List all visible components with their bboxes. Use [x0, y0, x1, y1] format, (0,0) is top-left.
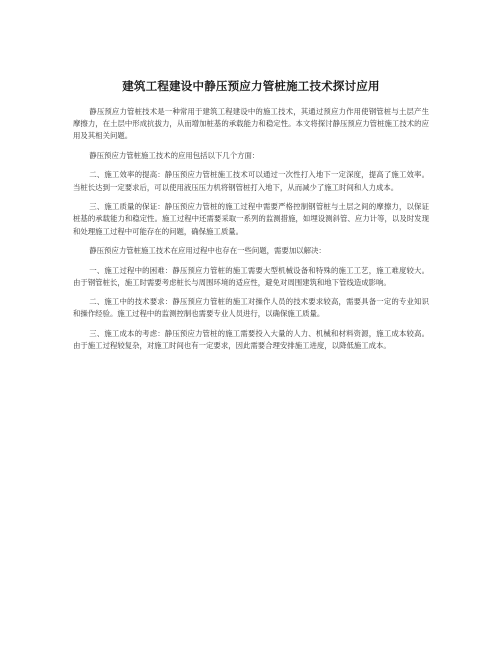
paragraph-problems-lead: 静压预应力管桩施工技术在应用过程中也存在一些问题，需要加以解决： [89, 246, 326, 256]
paragraph-cost: 三、施工成本的考虑：静压预应力管桩的施工需要投入大量的人力、机械和材料资源，施工成本较高。由于施工过程较复杂，对施工时间也有一定要求，因此需要合理安排施工进度，以降低施工成本。 [73, 328, 429, 351]
paragraph-technical: 二、施工中的技术要求：静压预应力管桩的施工对操作人员的技术要求较高，需要具备一定的专业知识和操作经验。施工过程中的监测控制也需要专业人员进行，以确保施工质量。 [73, 297, 429, 319]
document-body [73, 106, 429, 360]
document-title: 建筑工程建设中静压预应力管桩施工技术探讨应用 [122, 79, 380, 93]
paragraph-difficulty: 一、施工过程中的困难：静压预应力管桩的施工需要大型机械设备和特殊的施工工艺，施工难度较大。由于钢管桩长，施工时需要考虑桩长与周围环境的适应性，避免对周围建筑和地下管线造成影响。 [73, 265, 429, 287]
paragraph-intro: 静压预应力管桩技术是一种常用于建筑工程建设中的施工技术，其通过预应力作用使钢管桩与土层产生摩擦力，在土层中形成抗拔力，从而增加桩基的承载能力和稳定性。本文将探讨静压预应力管桩施工技术的应用及其相关问题。 [73, 107, 429, 141]
paragraph-quality: 三、施工质量的保证：静压预应力管桩的施工过程中需要严格控制钢管桩与土层之间的摩擦力，以保证桩基的承载能力和稳定性。施工过程中还需要采取一系列的监测措施，如埋设测斜管、应力计等，以及时发现和处理施工过程中可能存在的问题，确保施工质量。 [73, 202, 429, 236]
paragraph-applications-lead: 静压预应力管桩施工技术的应用包括以下几个方面： [89, 150, 260, 160]
paragraph-efficiency: 二、施工效率的提高：静压预应力管桩施工技术可以通过一次性打入地下一定深度，提高了施工效率。当桩长达到一定要求后，可以使用液压压力机将钢管桩打入地下，从而减少了施工时间和人力成本。 [73, 170, 429, 192]
